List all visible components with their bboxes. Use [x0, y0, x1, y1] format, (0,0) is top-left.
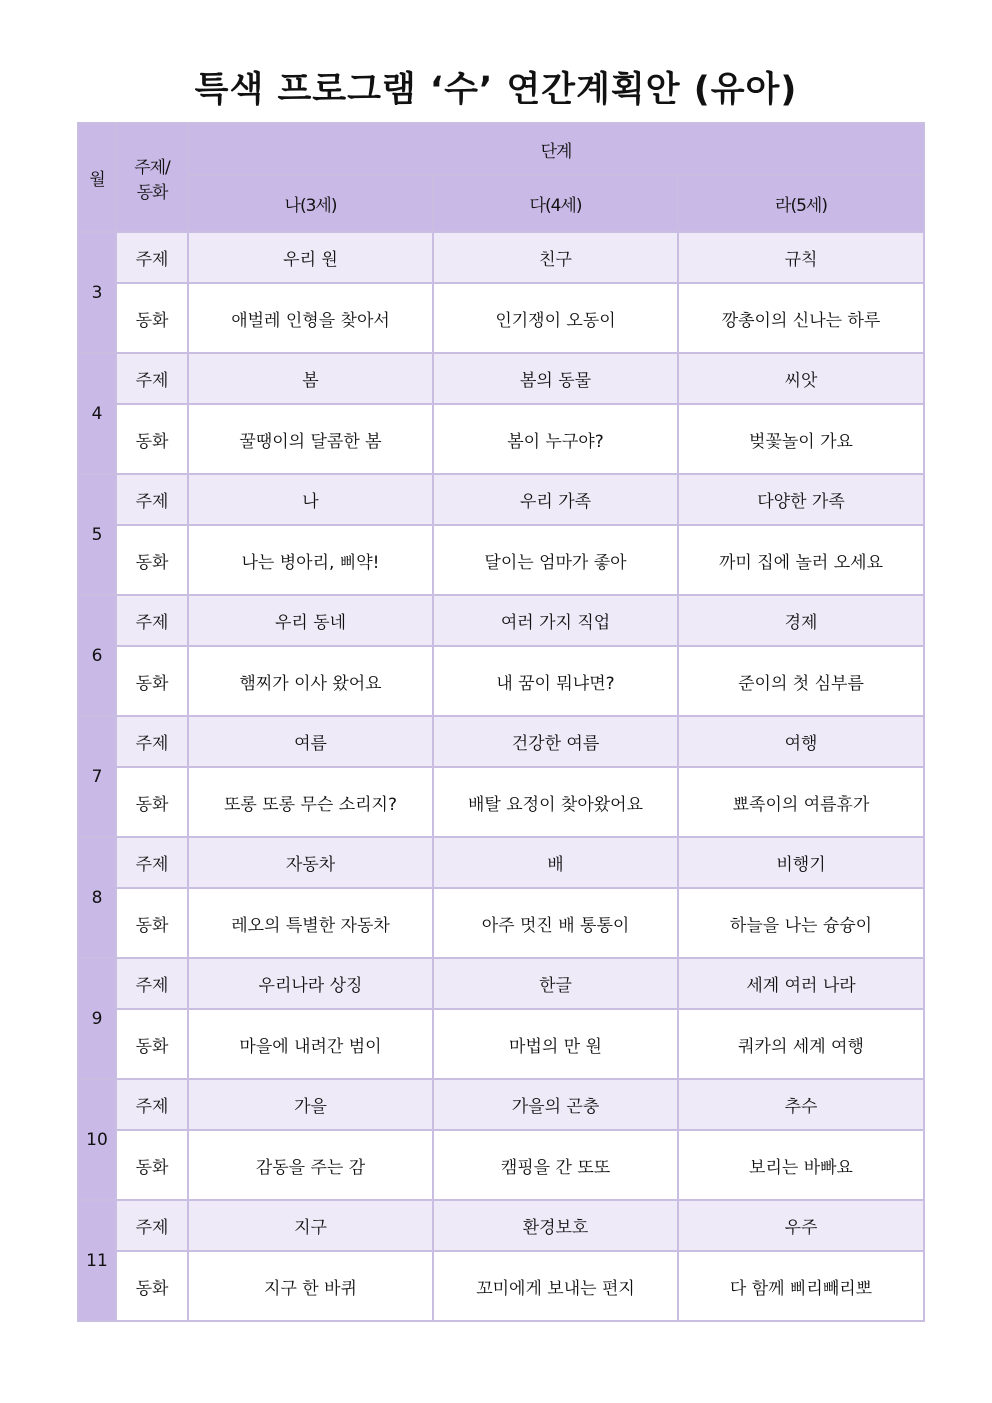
story-cell: 감동을 주는 감 [188, 1130, 433, 1200]
row-type-label: 동화 [116, 646, 188, 716]
row-type-label: 동화 [116, 404, 188, 474]
story-cell: 벚꽃놀이 가요 [678, 404, 924, 474]
month-cell: 4 [78, 353, 116, 474]
row-type-label: 동화 [116, 1130, 188, 1200]
theme-cell: 우주 [678, 1200, 924, 1251]
story-cell: 쿼카의 세계 여행 [678, 1009, 924, 1079]
row-type-label: 동화 [116, 525, 188, 595]
story-cell: 준이의 첫 심부름 [678, 646, 924, 716]
table-row [78, 888, 924, 958]
theme-cell: 건강한 여름 [433, 716, 678, 767]
month-column-header: 월 [78, 123, 116, 232]
theme-cell: 우리 가족 [433, 474, 678, 525]
story-cell: 하늘을 나는 슝슝이 [678, 888, 924, 958]
month-cell: 8 [78, 837, 116, 958]
table-row [78, 646, 924, 716]
table-row [78, 716, 924, 767]
page-title: 특색 프로그램 ‘수’ 연간계획안 (유아) [194, 70, 798, 110]
row-type-label: 동화 [116, 888, 188, 958]
row-type-label: 주제 [116, 474, 188, 525]
theme-cell: 나 [188, 474, 433, 525]
table-row [78, 404, 924, 474]
month-cell: 6 [78, 595, 116, 716]
story-cell: 뾰족이의 여름휴가 [678, 767, 924, 837]
theme-cell: 봄의 동물 [433, 353, 678, 404]
month-cell: 3 [78, 232, 116, 353]
row-type-label: 동화 [116, 283, 188, 353]
level-header-3yo: 나(3세) [188, 175, 433, 232]
story-cell: 또롱 또롱 무슨 소리지? [188, 767, 433, 837]
type-column-header [116, 123, 188, 232]
story-cell: 다 함께 삐리빼리뽀 [678, 1251, 924, 1321]
table-row [78, 767, 924, 837]
table-row [78, 1200, 924, 1251]
row-type-label: 주제 [116, 837, 188, 888]
theme-cell: 한글 [433, 958, 678, 1009]
theme-cell: 씨앗 [678, 353, 924, 404]
theme-cell: 세계 여러 나라 [678, 958, 924, 1009]
story-cell: 배탈 요정이 찾아왔어요 [433, 767, 678, 837]
table-row [78, 232, 924, 283]
table-row [78, 474, 924, 525]
story-cell: 마을에 내려간 범이 [188, 1009, 433, 1079]
row-type-label: 주제 [116, 232, 188, 283]
theme-cell: 우리 원 [188, 232, 433, 283]
month-cell: 11 [78, 1200, 116, 1321]
table-row [78, 958, 924, 1009]
theme-cell: 우리 동네 [188, 595, 433, 646]
plan-body [78, 232, 924, 1321]
story-cell: 햄찌가 이사 왔어요 [188, 646, 433, 716]
table-row [78, 1079, 924, 1130]
table-row [78, 353, 924, 404]
table-row [78, 1251, 924, 1321]
row-type-label: 주제 [116, 353, 188, 404]
story-cell: 봄이 누구야? [433, 404, 678, 474]
theme-cell: 다양한 가족 [678, 474, 924, 525]
table-row [78, 283, 924, 353]
story-cell: 꿀땡이의 달콤한 봄 [188, 404, 433, 474]
theme-cell: 규칙 [678, 232, 924, 283]
theme-cell: 가을 [188, 1079, 433, 1130]
table-row [78, 1130, 924, 1200]
theme-cell: 지구 [188, 1200, 433, 1251]
theme-cell: 여행 [678, 716, 924, 767]
type-header-line2: 동화 [136, 182, 168, 203]
theme-cell: 여러 가지 직업 [433, 595, 678, 646]
theme-cell: 여름 [188, 716, 433, 767]
story-cell: 인기쟁이 오동이 [433, 283, 678, 353]
story-cell: 지구 한 바퀴 [188, 1251, 433, 1321]
story-cell: 꼬미에게 보내는 편지 [433, 1251, 678, 1321]
type-header-line1: 주제/ [134, 157, 170, 178]
theme-cell: 추수 [678, 1079, 924, 1130]
story-cell: 달이는 엄마가 좋아 [433, 525, 678, 595]
theme-cell: 환경보호 [433, 1200, 678, 1251]
row-type-label: 주제 [116, 595, 188, 646]
table-row [78, 837, 924, 888]
story-cell: 까미 집에 놀러 오세요 [678, 525, 924, 595]
row-type-label: 주제 [116, 1200, 188, 1251]
stage-header: 단계 [188, 123, 924, 175]
theme-cell: 친구 [433, 232, 678, 283]
theme-cell: 자동차 [188, 837, 433, 888]
story-cell: 마법의 만 원 [433, 1009, 678, 1079]
story-cell: 아주 멋진 배 통통이 [433, 888, 678, 958]
story-cell: 나는 병아리, 삐약! [188, 525, 433, 595]
theme-cell: 봄 [188, 353, 433, 404]
annual-plan-table [77, 122, 925, 1322]
story-cell: 애벌레 인형을 찾아서 [188, 283, 433, 353]
theme-cell: 비행기 [678, 837, 924, 888]
row-type-label: 주제 [116, 1079, 188, 1130]
table-row [78, 1009, 924, 1079]
story-cell: 레오의 특별한 자동차 [188, 888, 433, 958]
level-header-5yo: 라(5세) [678, 175, 924, 232]
month-cell: 10 [78, 1079, 116, 1200]
row-type-label: 동화 [116, 1251, 188, 1321]
table-row [78, 525, 924, 595]
theme-cell: 우리나라 상징 [188, 958, 433, 1009]
theme-cell: 경제 [678, 595, 924, 646]
story-cell: 깡총이의 신나는 하루 [678, 283, 924, 353]
theme-cell: 배 [433, 837, 678, 888]
month-cell: 5 [78, 474, 116, 595]
story-cell: 캠핑을 간 또또 [433, 1130, 678, 1200]
month-cell: 7 [78, 716, 116, 837]
level-header-4yo: 다(4세) [433, 175, 678, 232]
story-cell: 내 꿈이 뭐냐면? [433, 646, 678, 716]
table-row [78, 595, 924, 646]
row-type-label: 주제 [116, 716, 188, 767]
row-type-label: 동화 [116, 767, 188, 837]
row-type-label: 동화 [116, 1009, 188, 1079]
month-cell: 9 [78, 958, 116, 1079]
theme-cell: 가을의 곤충 [433, 1079, 678, 1130]
row-type-label: 주제 [116, 958, 188, 1009]
story-cell: 보리는 바빠요 [678, 1130, 924, 1200]
